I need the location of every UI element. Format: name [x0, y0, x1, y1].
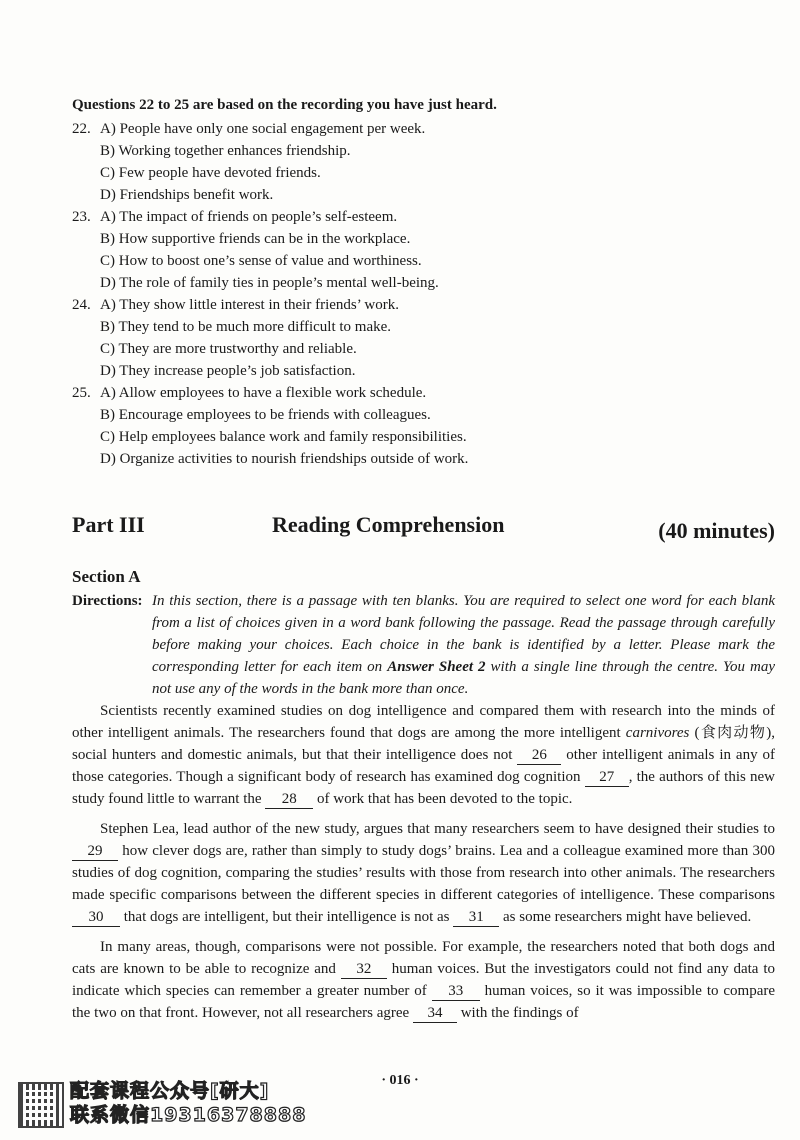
question-number: 22.	[72, 121, 91, 137]
question-23	[72, 206, 775, 294]
answer-sheet-ref: Answer Sheet 2	[387, 659, 486, 675]
option-d: D) They increase people’s job satisfaction.	[100, 363, 356, 379]
option-b: B) Encourage employees to be friends with colleagues.	[100, 407, 431, 423]
option-d: D) Organize activities to nourish friendships outside of work.	[100, 451, 469, 467]
blank-27: 27	[585, 769, 629, 787]
passage-paragraph-1: Scientists recently examined studies on dog intelligence and compared them with research into the minds of other intelligent animals. The researchers found that dogs are among the more intelligent carnivores (食肉动物), social hunters and domestic animals, but that their intelligence does not 26 other intelligent animals in any of those categories. Though a significant body of research has examined dog cognition 27 , the authors of this new study found little to warrant the 28 of work that has been devoted to the topic.	[72, 703, 776, 807]
blank-28: 28	[265, 791, 313, 809]
exam-page	[72, 94, 775, 1024]
question-number: 24.	[72, 297, 91, 313]
watermark	[18, 1080, 318, 1130]
blank-32: 32	[341, 961, 387, 979]
option-c: C) Help employees balance work and family responsibilities.	[100, 429, 467, 445]
option-c: C) How to boost one’s sense of value and worthiness.	[100, 253, 422, 269]
watermark-line-2: 联系微信19316378888	[70, 1104, 307, 1126]
passage-paragraph-3: In many areas, though, comparisons were not possible. For example, the researchers noted that both dogs and cats are known to be able to recognize and 32 human voices. But the investigators could not find any data to indicate which species can remember a greater number of 33 human voices, so it was impossible to compare the two on that front. However, not all researchers agree 34 with the findings of	[72, 939, 776, 1021]
listening-heading: Questions 22 to 25 are based on the recording you have just heard.	[72, 97, 497, 113]
part-title: Reading Comprehension	[272, 512, 505, 537]
option-c: C) They are more trustworthy and reliable.	[100, 341, 357, 357]
option-a: A) Allow employees to have a flexible work schedule.	[100, 385, 427, 401]
question-number: 25.	[72, 385, 91, 401]
section-heading: Section A	[72, 567, 141, 586]
option-d: D) The role of family ties in people’s mental well-being.	[100, 275, 439, 291]
option-a: A) The impact of friends on people’s self-esteem.	[100, 209, 398, 225]
directions-label: Directions:	[72, 593, 143, 609]
blank-26: 26	[517, 747, 561, 765]
option-a: A) People have only one social engagement per week.	[100, 121, 426, 137]
option-d: D) Friendships benefit work.	[100, 187, 274, 203]
page-number: · 016 ·	[381, 1073, 419, 1088]
blank-34: 34	[413, 1005, 457, 1023]
question-number: 23.	[72, 209, 91, 225]
directions	[72, 590, 775, 700]
part-time: (40 minutes)	[658, 518, 775, 543]
option-b: B) They tend to be much more difficult to make.	[100, 319, 392, 335]
option-b: B) Working together enhances friendship.	[100, 143, 351, 159]
option-b: B) How supportive friends can be in the workplace.	[100, 231, 411, 247]
blank-30: 30	[72, 909, 120, 927]
option-a: A) They show little interest in their friends’ work.	[100, 297, 399, 313]
question-24	[72, 294, 775, 382]
passage-paragraph-2: Stephen Lea, lead author of the new study, argues that many researchers seem to have designed their studies to 29 how clever dogs are, rather than simply to study dogs’ brains. Lea and a colleague examined more than 300 studies of dog cognition, comparing the studies’ results with those from research into other animals. The researchers made specific comparisons between the different species in different categories of intelligence. These comparisons 30 that dogs are intelligent, but their intelligence is not as 31 as some researchers might have believed.	[72, 821, 775, 925]
directions-text: In this section, there is a passage with ten blanks. You are required to select one word for each blank from a list of choices given in a word bank following the passage. Read the passage through carefully before making your choices. Each choice in the bank is identified by a letter. Please mark the corresponding letter for each item on Answer Sheet 2 with a single line through the centre. You may not use any of the words in the bank more than once.	[152, 593, 775, 697]
qr-code-icon	[18, 1082, 64, 1128]
part-heading	[72, 514, 775, 548]
question-22	[72, 118, 775, 206]
question-25	[72, 382, 775, 470]
watermark-line-1: 配套课程公众号[研大]	[70, 1080, 270, 1102]
option-c: C) Few people have devoted friends.	[100, 165, 321, 181]
blank-31: 31	[453, 909, 499, 927]
carnivores-term: carnivores	[625, 725, 690, 741]
blank-33: 33	[432, 983, 480, 1001]
part-label: Part III	[72, 512, 145, 537]
blank-29: 29	[72, 843, 118, 861]
